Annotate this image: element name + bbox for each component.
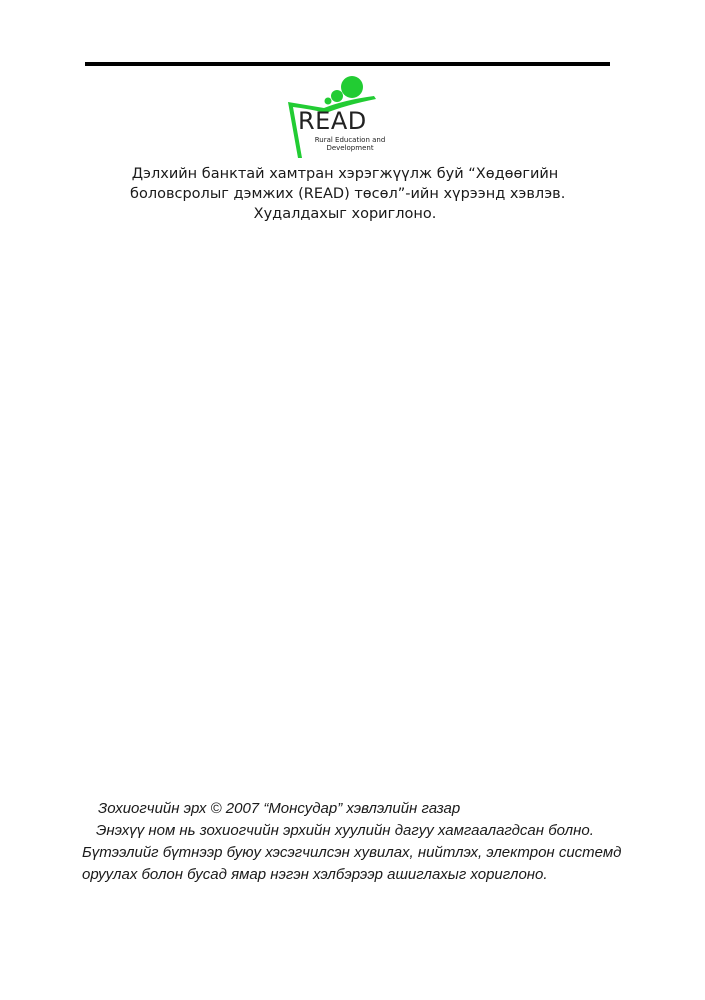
logo-wordmark: READ xyxy=(298,107,367,135)
copyright-line: оруулах болон бусад ямар нэгэн хэлбэрээр ашиглахыг хориглоно. xyxy=(82,866,548,883)
copyright-line: Бүтээлийг бүтнээр буюу хэсэгчилсэн хувилах, нийтлэх, электрон системд xyxy=(82,844,622,861)
publication-note-line: Худалдахыг хориглоно. xyxy=(253,206,437,222)
publication-note-line: боловсролыг дэмжих (READ) төсөл”-ийн хүрээнд хэвлэв. xyxy=(130,186,566,202)
read-logo xyxy=(284,72,394,164)
publication-note-line: Дэлхийн банктай хамтран хэрэгжүүлж буй “Хөдөөгийн xyxy=(131,166,559,182)
logo-subtitle-line: Rural Education and xyxy=(314,136,386,144)
top-horizontal-rule xyxy=(85,62,610,66)
publication-note xyxy=(130,164,566,224)
copyright-title: Зохиогчийн эрх © 2007 “Монсудар” хэвлэлийн газар xyxy=(98,800,461,817)
logo-subtitle-line: Development xyxy=(326,144,374,152)
copyright-line: Энэхүү ном нь зохиогчийн эрхийн хуулийн дагуу хамгаалагдсан болно. xyxy=(96,822,594,839)
logo-subtitle xyxy=(305,136,395,152)
